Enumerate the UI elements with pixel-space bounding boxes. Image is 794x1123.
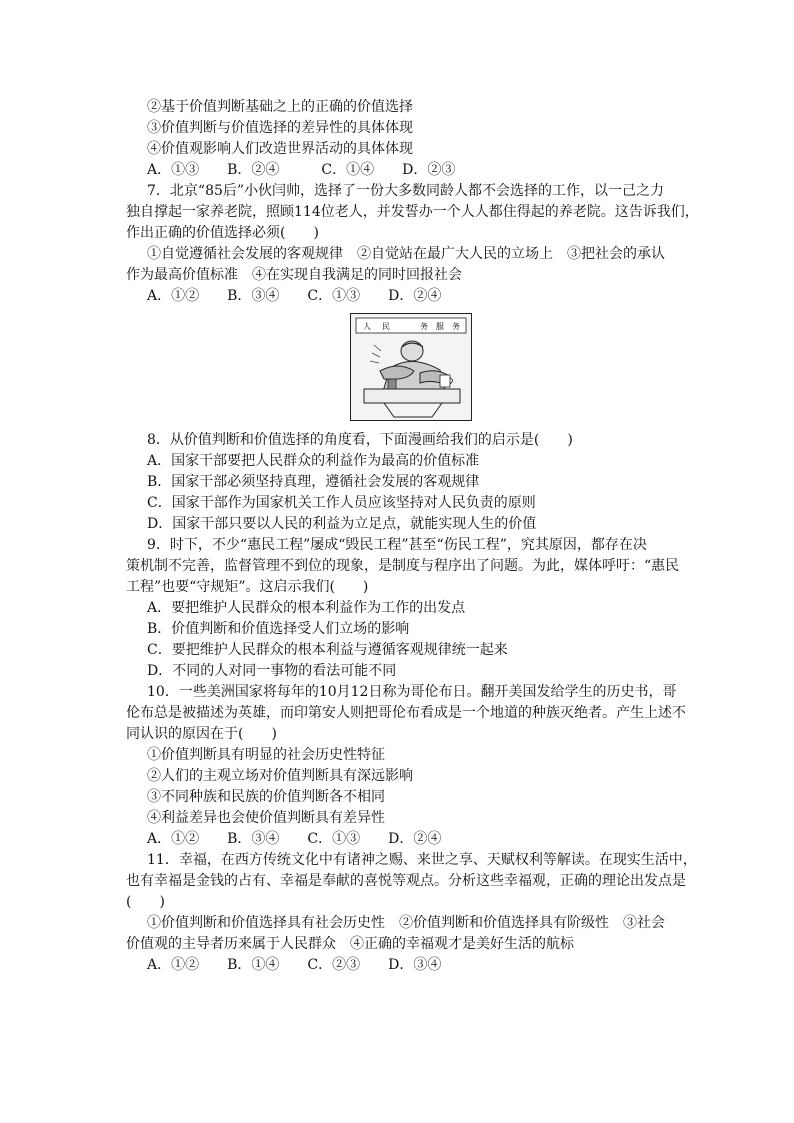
q9-line-1: 9．时下，不少“惠民工程”屡成“毁民工程”甚至“伤民工程”，究其原因，都存在决 — [147, 537, 647, 553]
q6-options: A．①③ B．②④ C．①④ D．②③ — [147, 162, 456, 178]
q10-line-1: 10．一些美洲国家将每年的10月12日称为哥伦布日。翻开美国发给学生的历史书，哥 — [147, 684, 677, 700]
q6-item-4: ④价值观影响人们改造世界活动的具体体现 — [147, 141, 413, 157]
q7-line-4: ①自觉遵循社会发展的客观规律 ②自觉站在最广大人民的立场上 ③把社会的承认 — [147, 246, 665, 262]
q10-item-1: ①价值判断具有明显的社会历史性特征 — [147, 747, 385, 763]
q7-line-2: 独自撑起一家养老院，照顾114位老人，并发誓办一个人人都住得起的养老院。这告诉我们， — [126, 204, 699, 220]
q11-line-5: 价值观的主导者历来属于人民群众 ④正确的幸福观才是美好生活的航标 — [126, 936, 574, 952]
q11-line-1: 11．幸福，在西方传统文化中有诸神之赐、来世之享、天赋权利等解读。在现实生活中， — [147, 852, 697, 868]
sign-char-1: 人 — [363, 322, 371, 331]
q8-choice-c: C．国家干部作为国家机关工作人员应该坚持对人民负责的原则 — [147, 495, 536, 511]
sign-char-4: 服 — [436, 322, 444, 331]
q10-item-2: ②人们的主观立场对价值判断具有深远影响 — [147, 768, 413, 784]
q10-options: A．①② B．③④ C．①③ D．②④ — [147, 831, 442, 847]
q10-line-3: 同认识的原因在于( ) — [126, 726, 277, 742]
q7-options: A．①② B．③④ C．①③ D．②④ — [147, 288, 442, 304]
sign-char-3: 务 — [420, 322, 428, 331]
q9-choice-d: D．不同的人对同一事物的看法可能不同 — [147, 663, 397, 679]
q6-item-2: ②基于价值判断基础之上的正确的价值选择 — [147, 99, 413, 115]
q7-line-1: 7．北京“85后”小伙闫帅，选择了一份大多数同龄人都不会选择的工作，以一己之力 — [147, 183, 665, 199]
q11-line-4: ①价值判断和价值选择具有社会历史性 ②价值判断和价值选择具有阶级性 ③社会 — [147, 915, 665, 931]
q8-choice-d: D．国家干部只要以人民的利益为立足点，就能实现人生的价值 — [147, 516, 537, 532]
q7-line-3: 作出正确的价值选择必须( ) — [126, 225, 319, 241]
q9-line-2: 策机制不完善，监督管理不到位的现象，是制度与程序出了问题。为此，媒体呼吁：“惠民 — [126, 558, 680, 574]
q6-item-3: ③价值判断与价值选择的差异性的具体体现 — [147, 120, 413, 136]
q9-line-3: 工程”也要“守规矩”。这启示我们( ) — [126, 579, 369, 595]
q11-options: A．①② B．①④ C．②③ D．③④ — [147, 957, 442, 973]
q11-line-2: 也有幸福是金钱的占有、幸福是奉献的喜悦等观点。分析这些幸福观，正确的理论出发点是 — [126, 873, 686, 889]
sign-char-5: 务 — [452, 322, 460, 331]
q8-choice-b: B．国家干部必须坚持真理，遵循社会发展的客观规律 — [147, 474, 480, 490]
q10-line-2: 伦布总是被描述为英雄，而印第安人则把哥伦布看成是一个地道的种族灭绝者。产生上述不 — [126, 705, 686, 721]
q9-choice-a: A．要把维护人民群众的根本利益作为工作的出发点 — [147, 600, 466, 616]
sign-char-2: 民 — [382, 322, 390, 331]
q7-line-5: 作为最高价值标准 ④在实现自我满足的同时回报社会 — [126, 267, 462, 283]
q9-choice-c: C．要把维护人民群众的根本利益与遵循客观规律统一起来 — [147, 642, 508, 658]
q8-choice-a: A．国家干部要把人民群众的利益作为最高的价值标准 — [147, 453, 480, 469]
q10-item-4: ④利益差异也会使价值判断具有差异性 — [147, 810, 385, 826]
q11-line-3: ( ) — [126, 894, 165, 910]
cartoon-image — [350, 313, 472, 421]
q9-choice-b: B．价值判断和价值选择受人们立场的影响 — [147, 621, 410, 637]
q10-item-3: ③不同种族和民族的价值判断各不相同 — [147, 789, 385, 805]
q8-stem: 8．从价值判断和价值选择的角度看，下面漫画给我们的启示是( ) — [147, 432, 573, 448]
